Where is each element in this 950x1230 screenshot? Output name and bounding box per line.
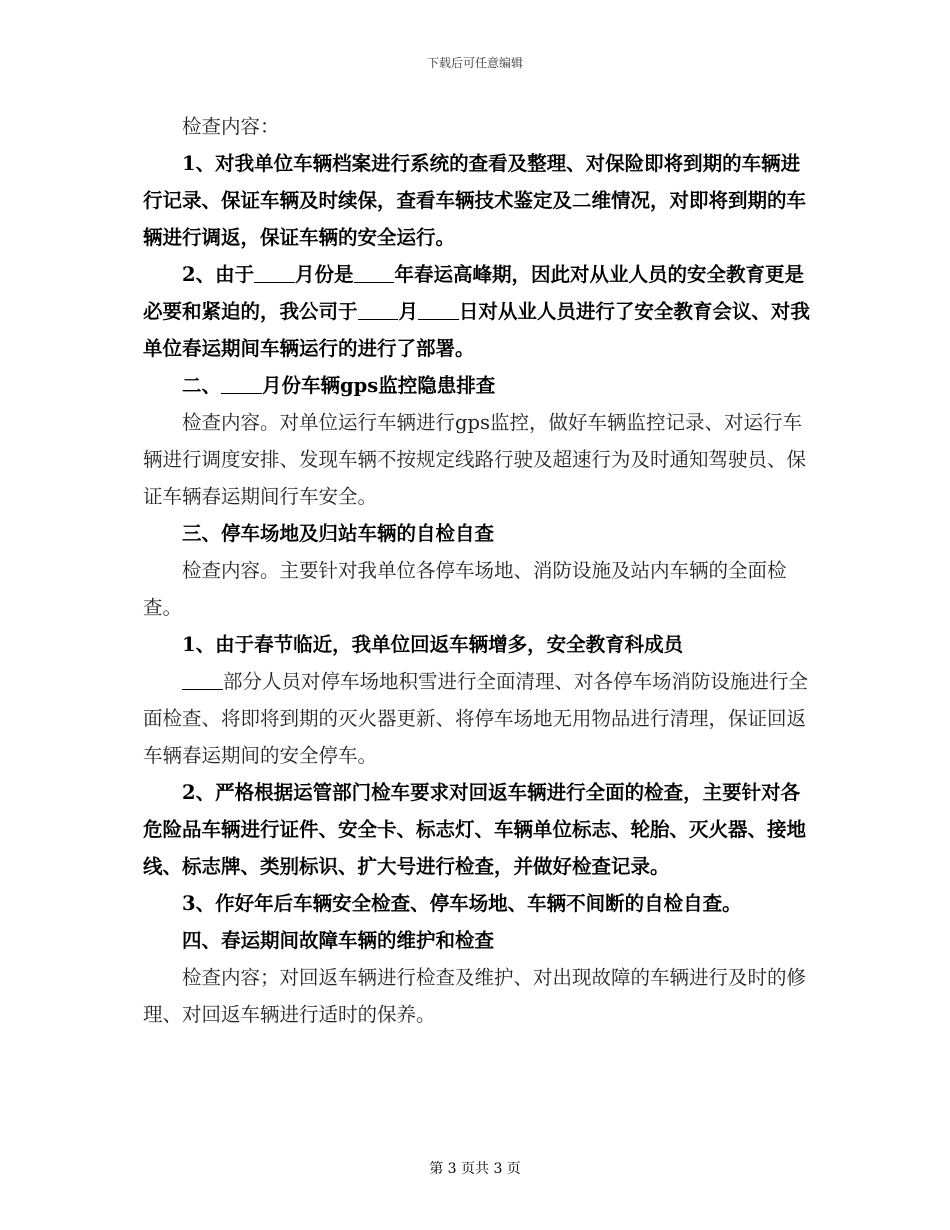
paragraph: 检查内容： xyxy=(182,115,280,138)
document-body xyxy=(143,108,815,1033)
section-heading: 二、 月份车辆gps监控隐患排查 xyxy=(182,374,496,397)
paragraph: 2、严格根据运管部门检车要求对回返车辆进行全面的检查，主要针对各危险品车辆进行证件、安全卡、标志灯、车辆单位标志、轮胎、灭火器、接地线、标志牌、类别标识、扩大号进行检查，并做好检查记录。 xyxy=(143,781,807,878)
paragraph: 1、对我单位车辆档案进行系统的查看及整理、对保险即将到期的车辆进行记录、保证车辆及时续保，查看车辆技术鉴定及二维情况，对即将到期的车辆进行调返，保证车辆的安全运行。 xyxy=(143,152,807,249)
page-footer: 第 3 页共 3 页 xyxy=(429,1161,521,1177)
paragraph: 3、作好年后车辆安全检查、停车场地、车辆不间断的自检自查。 xyxy=(182,892,742,915)
paragraph: 检查内容；对回返车辆进行检查及维护、对出现故障的车辆进行及时的修理、对回返车辆进行适时的保养。 xyxy=(143,966,807,1026)
blank-line xyxy=(254,263,295,284)
section-heading: 三、停车场地及归站车辆的自检自查 xyxy=(182,522,495,545)
section-heading: 四、春运期间故障车辆的维护和检查 xyxy=(182,929,495,952)
paragraph: 1、由于春节临近，我单位回返车辆增多，安全教育科成员 xyxy=(182,633,684,656)
blank-line xyxy=(418,300,459,321)
blank-line xyxy=(358,300,399,321)
blank-line xyxy=(221,374,262,395)
blank-line xyxy=(182,670,223,691)
paragraph: 检查内容。主要针对我单位各停车场地、消防设施及站内车辆的全面检查。 xyxy=(143,559,787,619)
paragraph: 部分人员对停车场地积雪进行全面清理、对各停车场消防设施进行全面检查、将即将到期的灭火器更新、将停车场地无用物品进行清理，保证回返车辆春运期间的安全停车。 xyxy=(143,670,808,767)
paragraph: 2、由于 月份是 年春运高峰期，因此对从业人员的安全教育更是必要和紧迫的，我公司于 月 日对从业人员进行了安全教育会议、对我单位春运期间车辆运行的进行了部署。 xyxy=(143,263,810,360)
paragraph: 检查内容。对单位运行车辆进行gps监控，做好车辆监控记录、对运行车辆进行调度安排、发现车辆不按规定线路行驶及超速行为及时通知驾驶员、保证车辆春运期间行车安全。 xyxy=(143,411,807,508)
page-header: 下载后可任意编辑 xyxy=(426,56,523,70)
blank-line xyxy=(354,263,395,284)
